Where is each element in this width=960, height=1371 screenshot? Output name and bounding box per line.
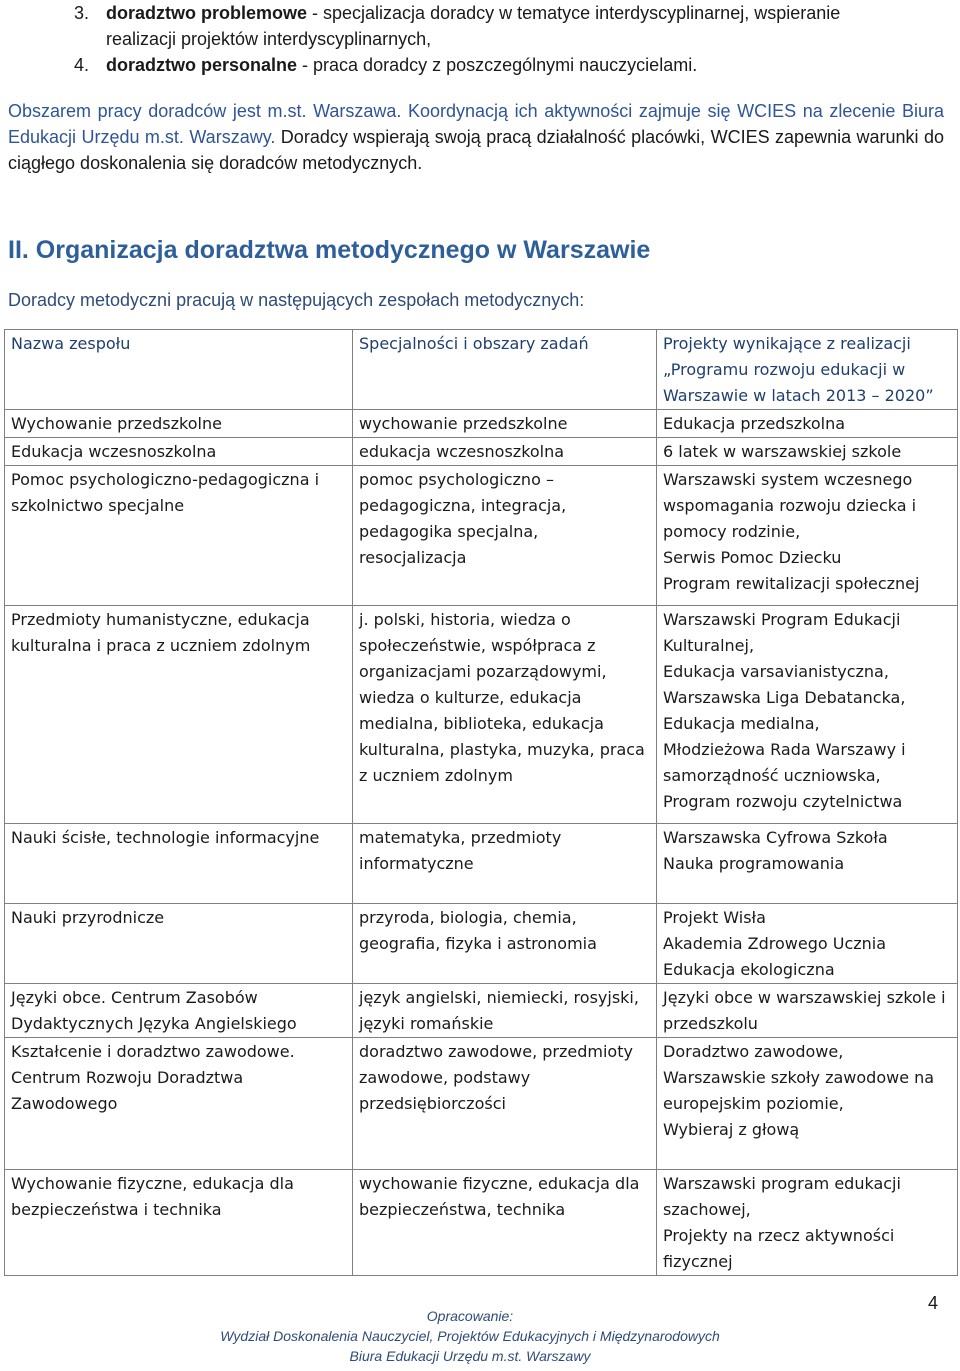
section-heading (8, 234, 948, 266)
header-team-name: Nazwa zespołu (5, 330, 353, 410)
project-item: Doradztwo zawodowe, (663, 1042, 844, 1061)
projects-cell (657, 466, 958, 606)
project-item: Edukacja przedszkolna (663, 414, 846, 433)
project-item: Warszawski program edukacji szachowej, (663, 1174, 901, 1219)
footer-department: Wydział Doskonalenia Nauczyciel, Projektów Edukacyjnych i Międzynarodowych (220, 1328, 720, 1344)
team-name-cell: Nauki przyrodnicze (5, 904, 353, 984)
specialties-cell: doradztwo zawodowe, przedmioty zawodowe, podstawy przedsiębiorczości (353, 1038, 657, 1170)
project-item: Warszawska Cyfrowa Szkoła (663, 828, 888, 847)
page-footer (160, 1306, 780, 1366)
team-name-cell: Pomoc psychologiczno-pedagogiczna i szkolnictwo specjalne (5, 466, 353, 606)
project-item: Warszawski system wczesnego wspomagania rozwoju dziecka i pomocy rodzinie, (663, 470, 917, 541)
specialties-cell: edukacja wczesnoszkolna (353, 438, 657, 466)
table-row (5, 606, 958, 824)
list-description: - specjalizacja doradcy w tematyce interdyscyplinarnej, wspieranie (307, 3, 841, 23)
list-number: 4. (74, 55, 90, 75)
project-item: Program rozwoju czytelnictwa (663, 792, 903, 811)
project-item: Młodzieżowa Rada Warszawy i samorządność uczniowska, (663, 740, 906, 785)
team-name-cell: Nauki ścisłe, technologie informacyjne (5, 824, 353, 904)
table-row (5, 824, 958, 904)
table-row (5, 904, 958, 984)
list-term: doradztwo problemowe (106, 3, 308, 23)
specialties-cell: język angielski, niemiecki, rosyjski, języki romańskie (353, 984, 657, 1038)
project-item: Wybieraj z głową (663, 1120, 800, 1139)
specialties-cell: wychowanie fizyczne, edukacja dla bezpieczeństwa, technika (353, 1170, 657, 1276)
projects-cell (657, 824, 958, 904)
specialties-cell: wychowanie przedszkolne (353, 410, 657, 438)
projects-cell (657, 410, 958, 438)
projects-cell (657, 1170, 958, 1276)
footer-label: Opracowanie: (426, 1308, 514, 1324)
project-item: Edukacja ekologiczna (663, 960, 835, 979)
projects-cell (657, 904, 958, 984)
project-item: Edukacja varsavianistyczna, (663, 662, 889, 681)
table-row (5, 466, 958, 606)
team-name-cell: Przedmioty humanistyczne, edukacja kulturalna i praca z uczniem zdolnym (5, 606, 353, 824)
specialties-cell: matematyka, przedmioty informatyczne (353, 824, 657, 904)
specialization-list (74, 0, 946, 78)
list-number: 3. (74, 3, 90, 23)
projects-cell (657, 438, 958, 466)
project-item: Akademia Zdrowego Ucznia (663, 934, 887, 953)
table-row (5, 1170, 958, 1276)
specialties-cell: przyroda, biologia, chemia, geografia, fizyka i astronomia (353, 904, 657, 984)
footer-office: Biura Edukacji Urzędu m.st. Warszawy (349, 1348, 591, 1364)
table-header-row (5, 330, 958, 410)
page-number: 4 (928, 1293, 939, 1313)
section-intro: Doradcy metodyczni pracują w następujących zespołach metodycznych: (8, 290, 585, 310)
projects-cell (657, 984, 958, 1038)
project-item: Warszawska Liga Debatancka, (663, 688, 906, 707)
header-specialties: Specjalności i obszary zadań (353, 330, 657, 410)
table-row (5, 438, 958, 466)
projects-cell (657, 1038, 958, 1170)
table-row (5, 1038, 958, 1170)
project-item: Języki obce w warszawskiej szkole i przedszkolu (663, 988, 946, 1033)
list-item-4 (74, 52, 946, 78)
projects-cell (657, 606, 958, 824)
project-item: Warszawskie szkoły zawodowe na europejskim poziomie, (663, 1068, 935, 1113)
specialties-cell: j. polski, historia, wiedza o społeczeństwie, współpraca z organizacjami pozarządowymi, wiedza o kulturze, edukacja medialna, biblioteka, edukacja kulturalna, plastyka, muzyka, praca z uczniem zdolnym (353, 606, 657, 824)
project-item: Edukacja medialna, (663, 714, 820, 733)
list-item-3-continuation: realizacji projektów interdyscyplinarnych, (106, 29, 432, 49)
team-name-cell: Języki obce. Centrum Zasobów Dydaktycznych Języka Angielskiego (5, 984, 353, 1038)
project-item: Serwis Pomoc Dziecku (663, 548, 842, 567)
project-item: Program rewitalizacji społecznej (663, 574, 920, 593)
table-body (5, 410, 958, 1276)
project-item: 6 latek w warszawskiej szkole (663, 442, 902, 461)
project-item: Projekty na rzecz aktywności fizycznej (663, 1226, 895, 1271)
project-item: Warszawski Program Edukacji Kulturalnej, (663, 610, 901, 655)
project-item: Projekt Wisła (663, 908, 766, 927)
paragraph-lead: Obszarem pracy doradców jest m.st. Warszawa. Koordynacją ich aktywności zajmuje się WCIES na zlecenie Biura Edukacji Urzędu m.st. Warszawy. (8, 101, 944, 147)
header-projects: Projekty wynikające z realizacji „Programu rozwoju edukacji w Warszawie w latach 2013 – 2020” (657, 330, 958, 410)
team-name-cell: Wychowanie przedszkolne (5, 410, 353, 438)
list-item-3 (74, 0, 946, 26)
scope-paragraph (8, 98, 944, 176)
specialties-cell: pomoc psychologiczno – pedagogiczna, integracja, pedagogika specjalna, resocjalizacja (353, 466, 657, 606)
section-number: II. (8, 236, 29, 264)
list-term: doradztwo personalne (106, 55, 298, 75)
teams-table (4, 329, 958, 1276)
table-row (5, 410, 958, 438)
paragraph-rest: Doradcy wspierają swoją pracą działalność placówki, WCIES zapewnia warunki do ciągłego doskonalenia się doradców metodycznych. (8, 127, 945, 173)
team-name-cell: Wychowanie fizyczne, edukacja dla bezpieczeństwa i technika (5, 1170, 353, 1276)
table-row (5, 984, 958, 1038)
team-name-cell: Kształcenie i doradztwo zawodowe. Centrum Rozwoju Doradztwa Zawodowego (5, 1038, 353, 1170)
team-name-cell: Edukacja wczesnoszkolna (5, 438, 353, 466)
list-description: - praca doradcy z poszczególnymi nauczycielami. (297, 55, 698, 75)
section-title-text: Organizacja doradztwa metodycznego w Warszawie (28, 236, 651, 264)
project-item: Nauka programowania (663, 854, 845, 873)
